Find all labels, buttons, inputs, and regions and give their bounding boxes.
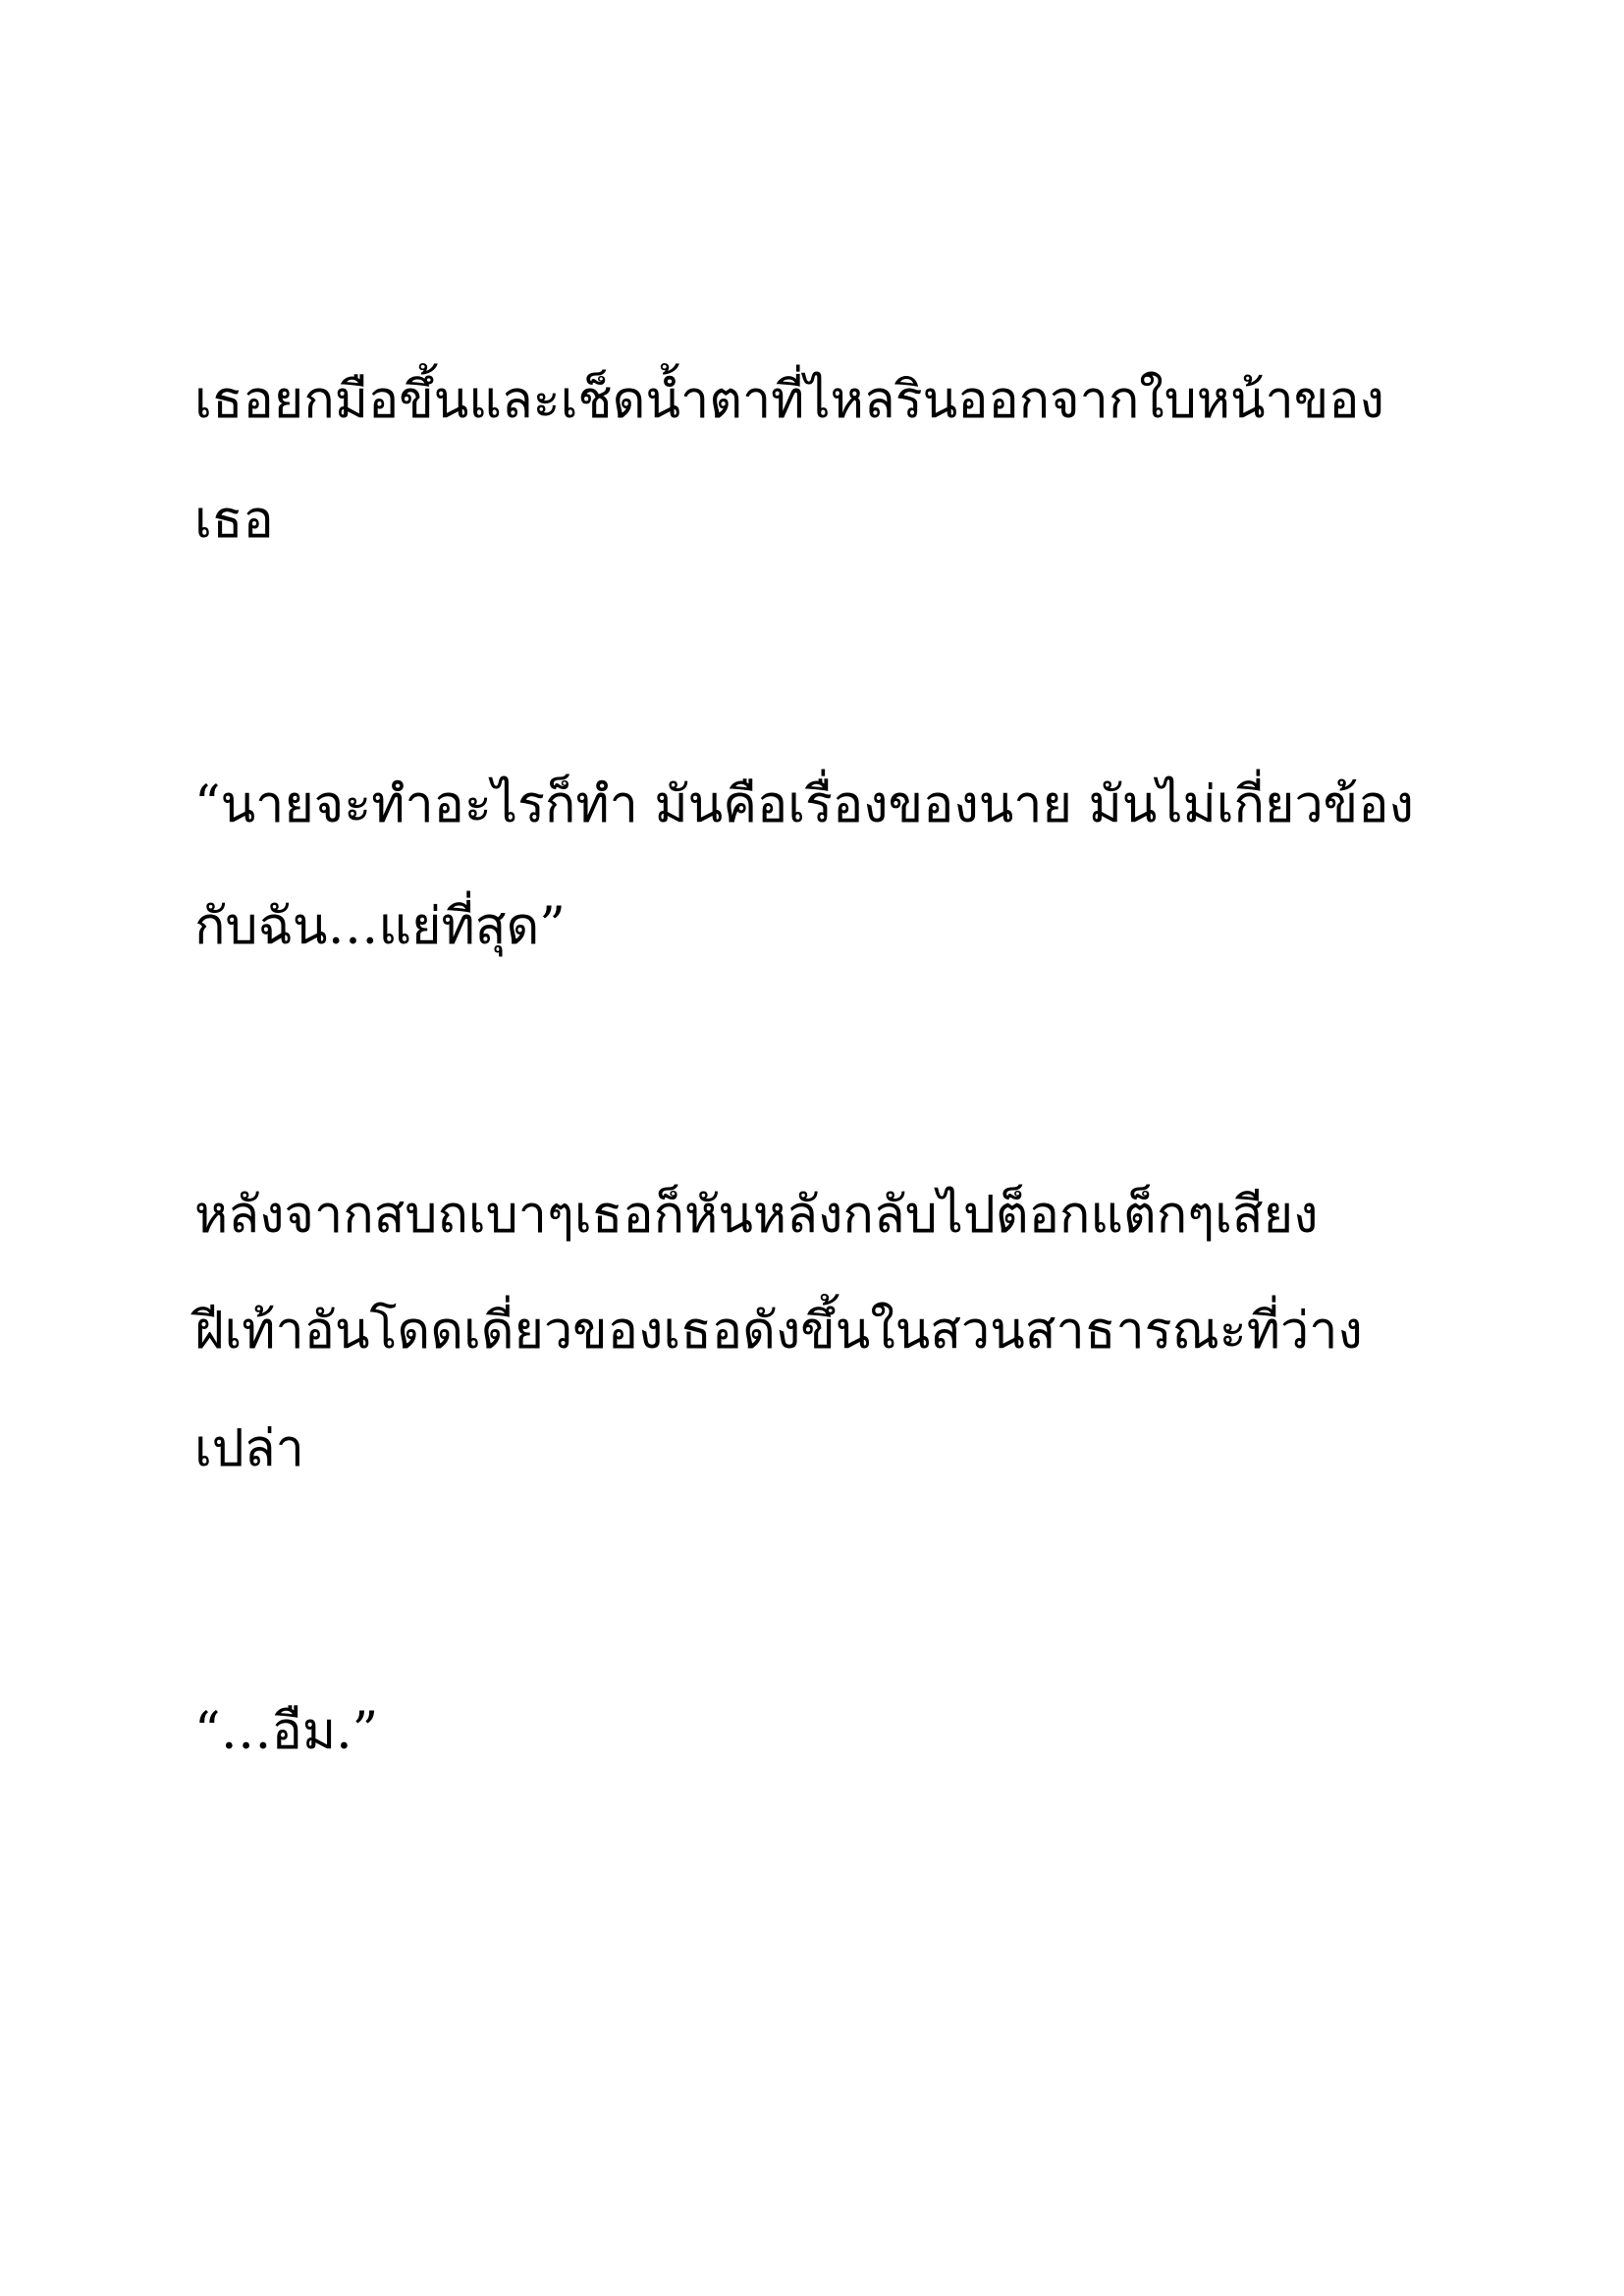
- text-line: เปล่า: [194, 1419, 304, 1478]
- text-line: ฝีเท้าอันโดดเดี่ยวของเธอดังขึ้นในสวนสาธารณะที่ว่าง: [194, 1302, 1363, 1361]
- text-line: หลังจากสบถเบาๆเธอก็หันหลังกลับไปต็อกแต็กๆเสียง: [194, 1186, 1319, 1245]
- text-line: “…อืม.”: [194, 1702, 379, 1761]
- text-line: กับฉัน…แย่ที่สุด”: [194, 897, 566, 956]
- text-line: เธอยกมือขึ้นและเช็ดน้ำตาที่ไหลรินออกจากใบหน้าของ: [194, 371, 1384, 430]
- text-line: เธอ: [194, 491, 274, 550]
- text-line: “นายจะทำอะไรก็ทำ มันคือเรื่องของนาย มันไม่เกี่ยวข้อง: [194, 775, 1414, 834]
